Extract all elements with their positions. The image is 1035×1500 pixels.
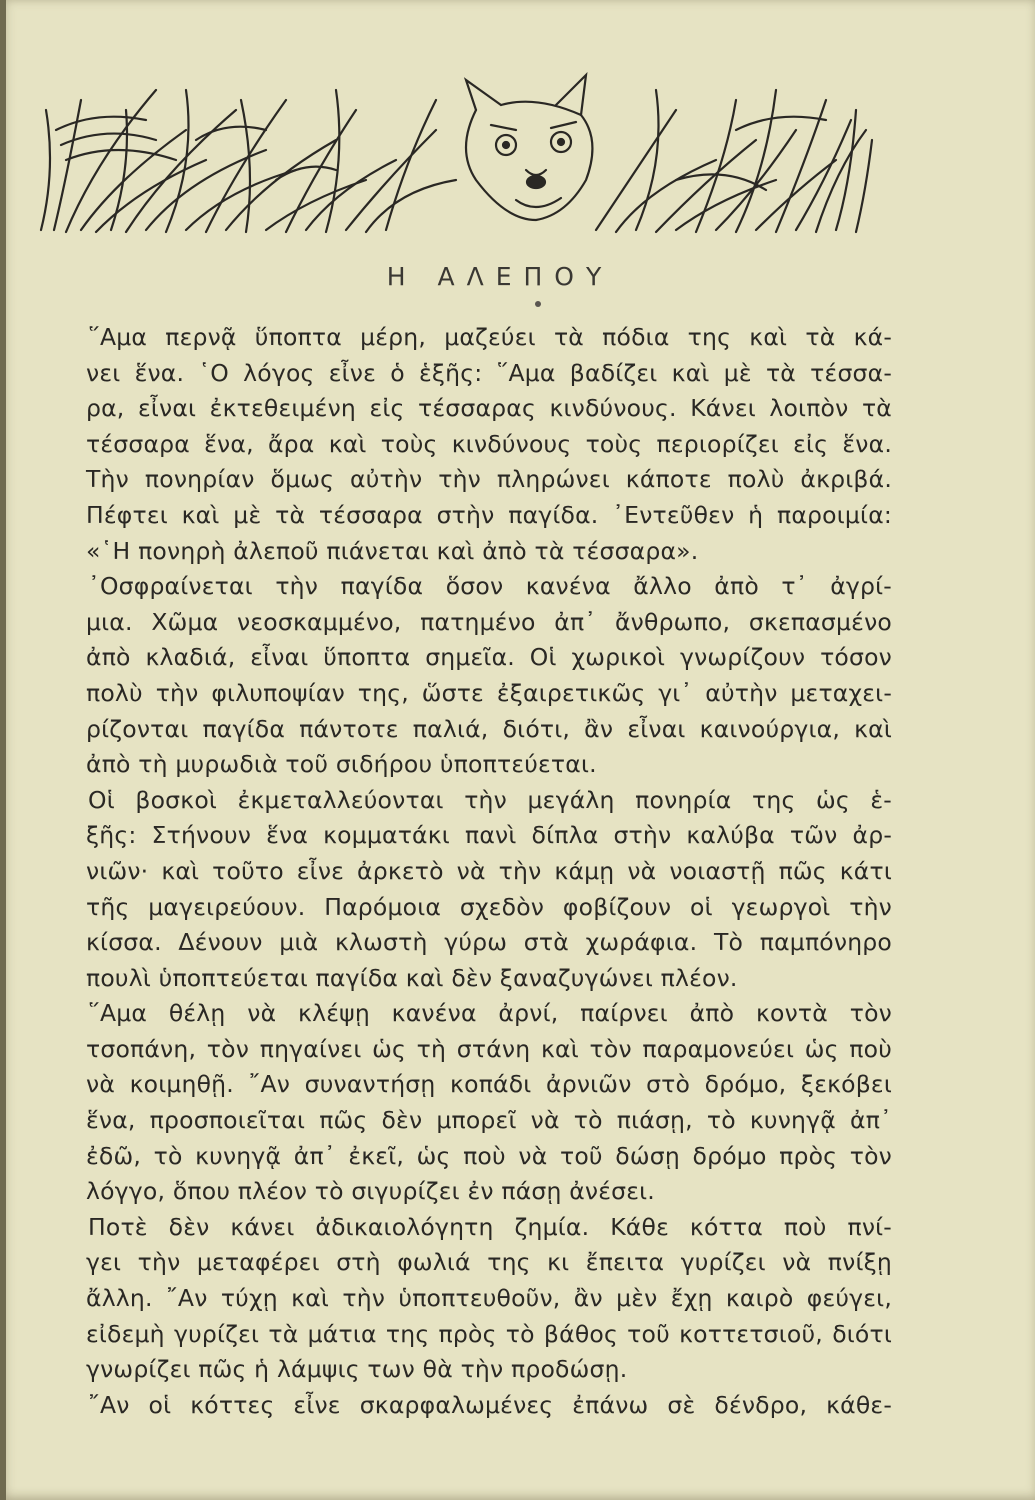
- text-line: Οἱ βοσκοὶ ἐκμεταλλεύονται τὴν μεγάλη πονηρία της ὡς ἑ-: [88, 785, 892, 814]
- text-line: ρα, εἶναι ἐκτεθειμένη εἰς τέσσαρας κινδύνους. Κάνει λοιπὸν τὰ: [86, 394, 892, 423]
- text-line: γει τὴν μεταφέρει στὴ φωλιά της κι ἔπειτα γυρίζει νὰ πνίξῃ: [86, 1248, 892, 1277]
- text-line: ῞Αμα θέλῃ νὰ κλέψῃ κανένα ἀρνί, παίρνει ἀπὸ κοντὰ τὸν: [88, 999, 892, 1028]
- text-line: Πέφτει καὶ μὲ τὰ τέσσαρα στὴν παγίδα. ᾿Εντεῦθεν ἡ παροιμία:: [86, 500, 892, 529]
- text-line: μια. Χῶμα νεοσκαμμένο, πατημένο ἀπ᾿ ἄνθρωπο, σκεπασμένο: [86, 607, 892, 636]
- text-line: τέσσαρα ἕνα, ἄρα καὶ τοὺς κινδύνους τοὺς περιορίζει εἰς ἕνα.: [86, 429, 892, 458]
- text-line: πολὺ τὴν φιλυποψίαν της, ὥστε ἐξαιρετικῶς γι᾿ αὐτὴν μεταχει-: [86, 678, 892, 707]
- text-line: ἐδῶ, τὸ κυνηγᾷ ἀπ᾿ ἐκεῖ, ὡς ποὺ νὰ τοῦ δώσῃ δρόμο πρὸς τὸν: [86, 1141, 892, 1170]
- text-line: ἀπὸ κλαδιά, εἶναι ὕποπτα σημεῖα. Οἱ χωρικοὶ γνωρίζουν τόσον: [86, 643, 892, 672]
- text-line: ἀπὸ τὴ μυρωδιὰ τοῦ σιδήρου ὑποπτεύεται.: [86, 750, 597, 779]
- text-line: Ποτὲ δὲν κάνει ἀδικαιολόγητη ζημία. Κάθε κόττα ποὺ πνί-: [88, 1212, 892, 1241]
- ornament-dot: [535, 301, 541, 307]
- text-line: ᾿Οσφραίνεται τὴν παγίδα ὅσον κανένα ἄλλο ἀπὸ τ᾿ ἀγρί-: [88, 572, 892, 601]
- text-line: Τὴν πονηρίαν ὅμως αὐτὴν τὴν πληρώνει κάποτε πολὺ ἀκριβά.: [86, 465, 892, 494]
- text-line: ἕνα, προσποιεῖται πῶς δὲν μπορεῖ νὰ τὸ πιάσῃ, τὸ κυνηγᾷ ἀπ᾿: [86, 1106, 892, 1135]
- text-line: νὰ κοιμηθῇ. ῎Αν συναντήσῃ κοπάδι ἀρνιῶν στὸ δρόμο, ξεκόβει: [86, 1070, 892, 1099]
- book-spine-edge: [0, 0, 6, 1500]
- text-line: λόγγο, ὅπου πλέον τὸ σιγυρίζει ἐν πάσῃ ἀνέσει.: [86, 1177, 655, 1206]
- text-line: ρίζονται παγίδα πάντοτε παλιά, διότι, ἂν εἶναι καινούργια, καὶ: [86, 714, 892, 743]
- page-title: Η ΑΛΕΠΟΥ: [386, 262, 614, 291]
- body-text: [86, 320, 892, 1423]
- text-line: ξῆς: Στήνουν ἕνα κομματάκι πανὶ δίπλα στὴν καλύβα τῶν ἀρ-: [86, 821, 892, 850]
- text-line: ἄλλη. ῎Αν τύχῃ καὶ τὴν ὑποπτευθοῦν, ἂν μὲν ἔχῃ καιρὸ φεύγει,: [86, 1284, 892, 1313]
- text-line: εἰδεμὴ γυρίζει τὰ μάτια της πρὸς τὸ βάθος τοῦ κοττετσιοῦ, διότι: [86, 1319, 892, 1348]
- text-line: τῆς μαγειρεύουν. Παρόμοια σχεδὸν φοβίζουν οἱ γεωργοὶ τὴν: [86, 892, 892, 921]
- fox-in-grass-woodcut-icon: [36, 70, 876, 240]
- text-line: τσοπάνη, τὸν πηγαίνει ὡς τὴ στάνη καὶ τὸν παραμονεύει ὡς ποὺ: [86, 1034, 892, 1063]
- text-line: νιῶν· καὶ τοῦτο εἶνε ἀρκετὸ νὰ τὴν κάμῃ νὰ νοιαστῇ πῶς κάτι: [86, 856, 892, 885]
- text-line: πουλὶ ὑποπτεύεται παγίδα καὶ δὲν ξαναζυγώνει πλέον.: [86, 963, 738, 992]
- text-line: ῞Αμα περνᾷ ὕποπτα μέρη, μαζεύει τὰ πόδια της καὶ τὰ κά-: [88, 323, 892, 351]
- text-line: γνωρίζει πῶς ἡ λάμψις των θὰ τὴν προδώσῃ.: [86, 1355, 628, 1384]
- text-line: ῎Αν οἱ κόττες εἶνε σκαρφαλωμένες ἐπάνω σὲ δένδρο, κάθε-: [88, 1390, 892, 1419]
- text-line: «῾Η πονηρὴ ἀλεποῦ πιάνεται καὶ ἀπὸ τὰ τέσσαρα».: [86, 536, 699, 565]
- text-line: κίσσα. Δένουν μιὰ κλωστὴ γύρω στὰ χωράφια. Τὸ παμπόνηρο: [86, 928, 892, 957]
- text-line: νει ἕνα. ῾Ο λόγος εἶνε ὁ ἑξῆς: ῞Αμα βαδίζει καὶ μὲ τὰ τέσσα-: [86, 358, 892, 387]
